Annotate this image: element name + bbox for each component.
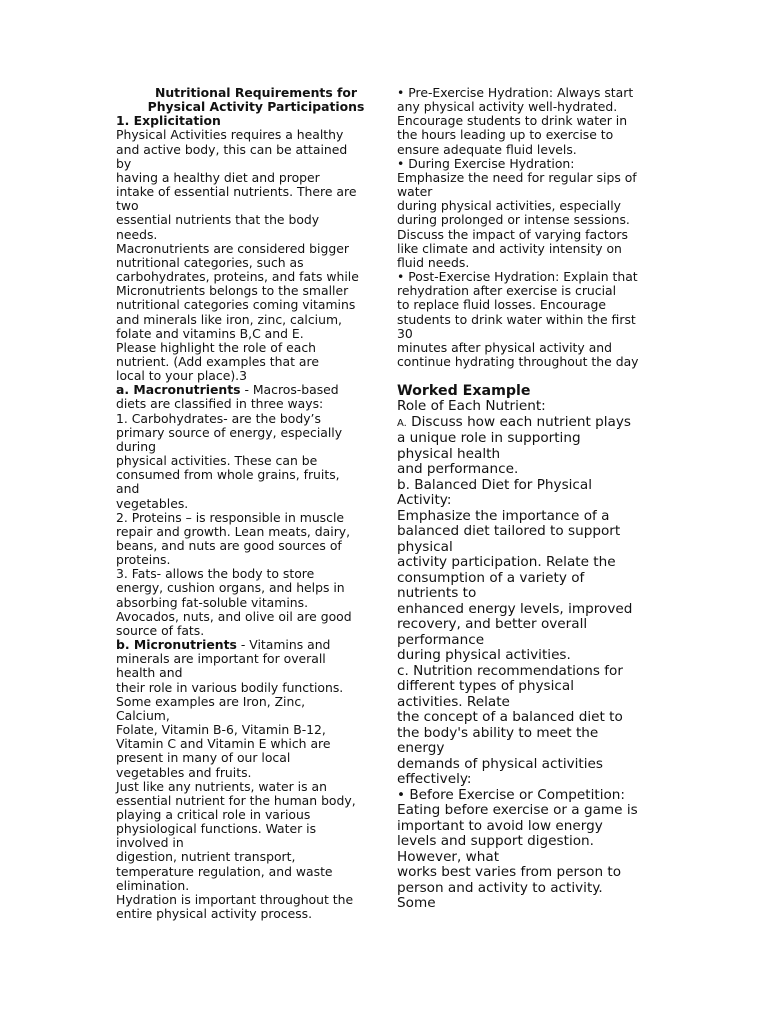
body-text-line: activities. Relate xyxy=(397,693,510,710)
body-text-line: demands of physical activities xyxy=(397,755,603,772)
body-text-line: Discuss the impact of varying factors xyxy=(397,226,628,242)
macronutrients-lead-line xyxy=(116,383,378,397)
macronutrients-lead-text: - Macros-based xyxy=(240,382,339,398)
body-text-line: elimination. xyxy=(116,877,190,893)
body-text-line: minerals are important for overall xyxy=(116,651,326,667)
body-text-line: vegetables and fruits. xyxy=(116,764,252,780)
body-text-line: their role in various bodily functions. xyxy=(116,679,344,695)
micronutrients-lead-text: - Vitamins and xyxy=(236,637,331,653)
body-text-line: However, what xyxy=(397,848,500,865)
body-text-line: like climate and activity intensity on xyxy=(397,240,622,256)
body-text-line: having a healthy diet and proper xyxy=(116,169,320,185)
left-column xyxy=(116,86,378,921)
body-text-line: Hydration is important throughout the xyxy=(116,891,354,907)
body-text-line: carbohydrates, proteins, and fats while xyxy=(116,269,359,285)
body-text-line: and minerals like iron, zinc, calcium, xyxy=(116,311,342,327)
body-text-line: Eating before exercise or a game is xyxy=(397,802,638,819)
body-text-line: Vitamin C and Vitamin E which are xyxy=(116,736,331,752)
body-text-line: by xyxy=(116,155,132,171)
body-text-line: diets are classified in three ways: xyxy=(116,396,324,412)
body-text-line: Emphasize the importance of a xyxy=(397,507,610,524)
body-text-line: Please highlight the role of each xyxy=(116,339,317,355)
body-text-line: vegetables. xyxy=(116,495,189,511)
body-text-line: Micronutrients belongs to the smaller xyxy=(116,283,349,299)
body-text-line: Encourage students to drink water in xyxy=(397,113,628,129)
body-text-line: beans, and nuts are good sources of xyxy=(116,538,342,553)
macronutrients-paragraph xyxy=(116,397,378,638)
body-text-line: effectively: xyxy=(397,771,472,788)
body-text-line: involved in xyxy=(116,835,184,851)
body-text-line: Some examples are Iron, Zinc, xyxy=(116,693,306,709)
body-text-line: nutritional categories coming vitamins xyxy=(116,297,356,313)
body-text-line: 3. Fats- allows the body to store xyxy=(116,566,315,582)
body-text-line: the body's ability to meet the xyxy=(397,724,599,741)
body-text-line: primary source of energy, especially xyxy=(116,424,343,440)
worked-item-a-line xyxy=(397,415,659,432)
body-text-line: source of fats. xyxy=(116,622,205,638)
body-text-line: 1. Carbohydrates- are the body’s xyxy=(116,410,321,426)
body-text-line: minutes after physical activity and xyxy=(397,339,613,355)
body-text-line: balanced diet tailored to support xyxy=(397,523,621,540)
body-text-line: folate and vitamins B,C and E. xyxy=(116,325,304,341)
body-text-line: essential nutrient for the human body, xyxy=(116,792,356,808)
body-text-line: continue hydrating throughout the day xyxy=(397,353,639,369)
micronutrients-paragraph xyxy=(116,652,378,921)
body-text-line: Some xyxy=(397,895,436,912)
body-text-line: temperature regulation, and waste xyxy=(116,863,333,879)
body-text-line: Activity: xyxy=(397,492,452,509)
body-text-line: Avocados, nuts, and olive oil are good xyxy=(116,608,352,624)
body-text-line: Macronutrients are considered bigger xyxy=(116,240,349,256)
body-text-line: during prolonged or intense sessions. xyxy=(397,212,630,228)
micronutrients-lead-line xyxy=(116,638,378,652)
body-text-line: 30 xyxy=(397,325,413,341)
body-text-line: any physical activity well-hydrated. xyxy=(397,99,618,115)
body-text-line: and xyxy=(116,481,140,497)
worked-example-heading: Worked Example xyxy=(397,383,531,400)
body-text-line: different types of physical xyxy=(397,678,574,695)
body-text-line: needs. xyxy=(116,226,158,242)
hydration-paragraph xyxy=(397,86,659,369)
body-text-line: energy, cushion organs, and helps in xyxy=(116,580,345,596)
body-text-line: rehydration after exercise is crucial xyxy=(397,283,617,299)
body-text-line: during physical activities, especially xyxy=(397,198,622,214)
body-text-line: performance xyxy=(397,631,485,648)
body-text-line: entire physical activity process. xyxy=(116,906,313,922)
body-text-line: • During Exercise Hydration: xyxy=(397,155,575,171)
body-text-line: ensure adequate fluid levels. xyxy=(397,141,577,157)
body-text-line: nutrients to xyxy=(397,585,477,602)
body-text-line: works best varies from person to xyxy=(397,864,622,881)
worked-example-paragraph xyxy=(397,431,659,912)
body-text-line: • Pre-Exercise Hydration: Always start xyxy=(397,85,634,100)
role-of-each-nutrient-line: Role of Each Nutrient: xyxy=(397,398,546,415)
body-text-line: Physical Activities requires a healthy xyxy=(116,127,344,143)
body-text-line: intake of essential nutrients. There are xyxy=(116,184,357,200)
body-text-line: c. Nutrition recommendations for xyxy=(397,662,623,679)
item-a-marker: A. xyxy=(397,417,407,429)
body-text-line: digestion, nutrient transport, xyxy=(116,849,296,865)
body-text-line: the hours leading up to exercise to xyxy=(397,127,614,143)
body-text-line: during xyxy=(116,438,156,454)
body-text-line: essential nutrients that the body xyxy=(116,212,320,228)
body-text-line: Emphasize the need for regular sips of xyxy=(397,169,637,185)
right-column xyxy=(397,86,659,912)
body-text-line: a unique role in supporting xyxy=(397,430,581,447)
body-text-line: and performance. xyxy=(397,461,519,478)
body-text-line: • Before Exercise or Competition: xyxy=(397,786,625,803)
section-heading-explicitation: 1. Explicitation xyxy=(116,113,221,129)
body-text-line: Calcium, xyxy=(116,707,170,723)
body-text-line: repair and growth. Lean meats, dairy, xyxy=(116,523,351,539)
body-text-line: fluid needs. xyxy=(397,254,470,270)
body-text-line: person and activity to activity. xyxy=(397,879,603,896)
body-text-line: b. Balanced Diet for Physical xyxy=(397,476,593,493)
body-text-line: to replace fluid losses. Encourage xyxy=(397,297,606,313)
micronutrients-heading: b. Micronutrients xyxy=(116,637,237,653)
body-text-line: • Post-Exercise Hydration: Explain that xyxy=(397,269,638,285)
body-text-line: enhanced energy levels, improved xyxy=(397,600,633,617)
body-text-line: the concept of a balanced diet to xyxy=(397,709,623,726)
body-text-line: levels and support digestion. xyxy=(397,833,594,850)
intro-paragraph xyxy=(116,128,378,383)
body-text-line: physical xyxy=(397,538,453,555)
document-title-line-1: Nutritional Requirements for xyxy=(154,85,358,100)
body-text-line: recovery, and better overall xyxy=(397,616,588,633)
body-text-line: nutritional categories, such as xyxy=(116,254,304,270)
body-text-line: local to your place).3 xyxy=(116,368,247,384)
body-text-line: health and xyxy=(116,665,183,681)
body-text-line: consumed from whole grains, fruits, xyxy=(116,467,340,483)
body-text-line: 2. Proteins – is responsible in muscle xyxy=(116,509,345,525)
body-text-line: two xyxy=(116,198,139,214)
body-text-line: proteins. xyxy=(116,552,171,568)
body-text-line: Folate, Vitamin B-6, Vitamin B-12, xyxy=(116,722,326,738)
body-text-line: important to avoid low energy xyxy=(397,817,603,834)
body-text-line: present in many of our local xyxy=(116,750,291,766)
body-text-line: physical activities. These can be xyxy=(116,453,318,469)
item-a-lead-text: Discuss how each nutrient plays xyxy=(406,413,631,430)
body-text-line: nutrient. (Add examples that are xyxy=(116,353,319,369)
body-text-line: consumption of a variety of xyxy=(397,569,585,586)
body-text-line: Just like any nutrients, water is an xyxy=(116,778,327,794)
body-text-line: energy xyxy=(397,740,445,757)
body-text-line: water xyxy=(397,184,433,200)
macronutrients-heading: a. Macronutrients xyxy=(116,382,241,398)
body-text-line: playing a critical role in various xyxy=(116,806,311,822)
body-text-line: activity participation. Relate the xyxy=(397,554,616,571)
body-text-line: physiological functions. Water is xyxy=(116,821,317,837)
document-title-line-2: Physical Activity Participations xyxy=(147,99,365,115)
body-text-line: physical health xyxy=(397,445,501,462)
body-text-line: and active body, this can be attained xyxy=(116,141,348,157)
body-text-line: absorbing fat-soluble vitamins. xyxy=(116,594,309,610)
body-text-line: students to drink water within the first xyxy=(397,311,636,327)
body-text-line: during physical activities. xyxy=(397,647,571,664)
